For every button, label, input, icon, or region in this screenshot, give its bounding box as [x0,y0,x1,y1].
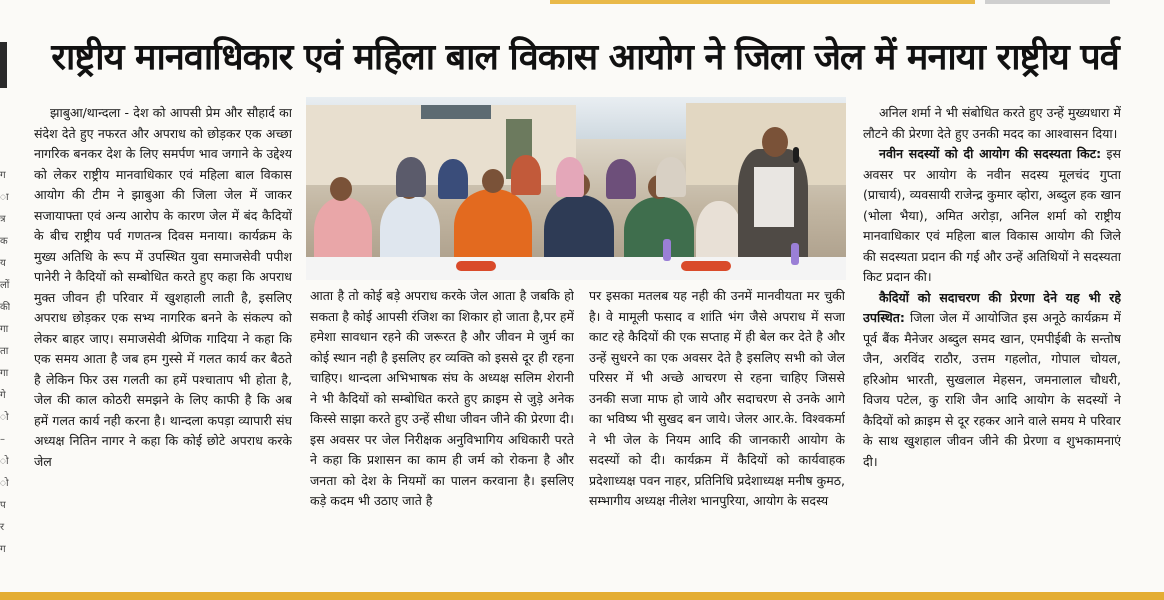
column-4-paragraph-2: इस अवसर पर आयोग के नवीन सदस्य मूलचंद गुप्ता (प्राचार्य), व्यवसायी राजेन्द्र कुमार व्होरा, अब्दुल हक खान (भोला भैया), अमित अरोड़ा, अनिल शर्मा को राष्ट्रीय मानवाधिकार एवं महिला बाल विकास आयोग की जिले की सदस्यता प्रदान की गई और उन्हें अतिथियों ने सदस्यता किट प्रदान की। [863,146,1121,284]
photo-bottle [791,243,799,265]
strip-fragment: र [0,522,5,533]
photo-background-person [438,159,468,199]
photo-flowers [681,261,731,271]
article-column-2 [310,286,574,582]
photo-background-person [606,159,636,199]
strip-fragment: त्र [0,214,6,225]
photo-background-person [556,157,584,197]
photo-person-head [482,169,504,193]
article-column-1 [34,103,292,579]
strip-fragment: गा [0,324,9,335]
column-4-paragraph-3: जिला जेल में आयोजित इस अनूठे कार्यक्रम में पूर्व बैंक मैनेजर अब्दुल समद खान, एमपीईबी के सन्तोष जैन, अरविंद राठौर, उत्तम गहलोत, गोपाल चोयल, हरिओम भारती, सुखलाल मेहसन, जमनालाल चौधरी, विजय पटेल, कु राशि जैन आदि आयोग के सदस्यों ने कैदियों को क्राइम से दूर रहकर आने वाले समय मे परिवार के साथ खुशहाल जीवन जीने की प्रेरणा व शुभकामनाएं दी। [863,310,1121,469]
strip-fragment: की [0,302,10,313]
bottom-accent-bar [0,592,1164,600]
photo-speaker-head [762,127,788,157]
subheading-also-present: कैदियों को सदाचरण की प्रेरणा देने यह भी रहे उपस्थित: [863,289,1121,325]
strip-fragment: प [0,500,6,511]
photo-awning [421,105,491,119]
article-column-4 [863,103,1121,579]
column-1-paragraph: झाबुआ/थान्दला - देश को आपसी प्रेम और सौहार्द का संदेश देते हुए नफरत और अपराध को छोड़कर एक अच्छा नागरिक बनकर देश के लिए समर्पण भाव जगाने के उद्देश्य को लेकर राष्ट्रीय मानवाधिकार एवं महिला बाल विकास आयोग की टीम ने झाबुआ की जिला जेल में जाकर सजायाफ्ता एवं अन्य आरोप के कारण जेल में बंद कैदियों के बीच राष्ट्रीय पर्व गणतन्त्र दिवस मनाया। कार्यक्रम के मुख्य अतिथि के रूप में उपस्थित युवा समाजसेवी पपीश पानेरी ने कैदियों को सम्बोधित करते हुए कहा कि अपराध मुक्त जीवन ही परिवार में खुशहाली लाती है, इसलिए अपराध छोड़कर एक सभ्य नागरिक बनने के संकल्प को लेकर बाहर जाए। समाजसेवी श्रेणिक गादिया ने कहा कि एक समय आता है जब हम गुस्से में गलत कार्य कर बैठते है लेकिन फिर उस गलती का हमें पश्चाताप भी होता है, जेल की काल कोठरी समझने के लिए काफी है कि अब हमें गलत कार्य नही करना है। थान्दला कपड़ा व्यापारी संघ अध्यक्ष नितिन नागर ने कहा कि कोई छोटे अपराध करके जेल [34,105,292,469]
strip-fragment: ा [0,192,9,203]
left-cut-column-strip [0,165,10,561]
microphone-icon [793,147,799,163]
column-2-paragraph: आता है तो कोई बड़े अपराध करके जेल आता है जबकि हो सकता है कोई आपसी रंजिश का शिकार हो जाता है,पर हमें हमेशा सावधान रहने की जरूरत है और जीवन मे जुर्म का कोई स्थान नही है इसलिए हर व्यक्ति को इससे दूर ही रहना चाहिए। थान्दला अभिभाषक संघ के अध्यक्ष सलिम शेरानी ने भी कैदियों को सम्बोधित करते हुए क्राइम से जुड़े अनेक किस्से साझा करते हुए उन्हें सीधा जीवन जीने की प्रेरणा दी। इस अवसर पर जेल निरीक्षक अनुविभागिय अधिकारी परते ने कहा कि प्रशासन का काम ही जर्म को रोकना है और जनता को देश के नियमों का पालन करवाना है। इसलिए कड़े कदम भी उठाए जाते है [310,288,574,508]
photo-person-head [330,177,352,201]
strip-fragment: ो [0,478,9,489]
column-4-paragraph-1: अनिल शर्मा ने भी संबोधित करते हुए उन्हें मुख्यधारा में लौटने की प्रेरणा देते हुए उनकी मदद का आश्वासन दिया। [863,105,1121,141]
strip-fragment: गे [0,390,6,401]
headline: राष्ट्रीय मानवाधिकार एवं महिला बाल विकास आयोग ने जिला जेल में मनाया राष्ट्रीय पर्व [51,37,1119,78]
photo-background-person [396,157,426,197]
photo-flowers [456,261,496,271]
strip-fragment: – [0,434,5,445]
event-photo [306,97,846,280]
strip-fragment: ग [0,170,6,181]
column-3-paragraph: पर इसका मतलब यह नही की उनमें मानवीयता मर चुकी है। वे मामूली फसाद व शांति भंग जैसे अपराध में सजा काट रहे कैदियों की एक सप्ताह में ही बेल कर देते है और उन्हें सुधरने का एक अवसर देते है इसलिए सभी को जेल परिसर में भी अच्छे आचरण से रहना चाहिए जिससे उनकी सजा माफ हो जाये और सदाचरण से उनके आगे का भविष्य भी सुखद बन जाये। जेलर आर.के. विश्वकर्मा ने भी जेल के नियम आदि की जानकारी आयोग के सदस्यों को दी। कार्यक्रम में कैदियों को कार्यवाहक प्रदेशाध्यक्ष पवन नाहर, प्रतिनिधि प्रदेशाध्यक्ष मनीष कुमठ, सम्भागीय अध्यक्ष नीलेश भानपुरिया, आयोग के सदस्य [589,288,845,508]
strip-fragment: ो [0,456,9,467]
left-headline-bar [0,42,7,88]
strip-fragment: य [0,258,6,269]
subheading-new-members: नवीन सदस्यों को दी आयोग की सदस्यता किट: [879,146,1102,161]
top-gray-bar [985,0,1110,4]
photo-background-person [656,157,686,197]
top-accent-bar [550,0,975,4]
strip-fragment: ो [0,412,9,423]
photo-table [306,257,846,280]
photo-background-person [511,155,541,195]
photo-person [454,189,532,267]
strip-fragment: ता [0,346,9,357]
strip-fragment: गा [0,368,9,379]
article-column-3 [589,286,845,582]
strip-fragment: लों [0,280,10,291]
photo-speaker-shirt [754,167,794,227]
photo-bottle [663,239,671,261]
strip-fragment: क [0,236,8,247]
strip-fragment: ग [0,544,6,555]
